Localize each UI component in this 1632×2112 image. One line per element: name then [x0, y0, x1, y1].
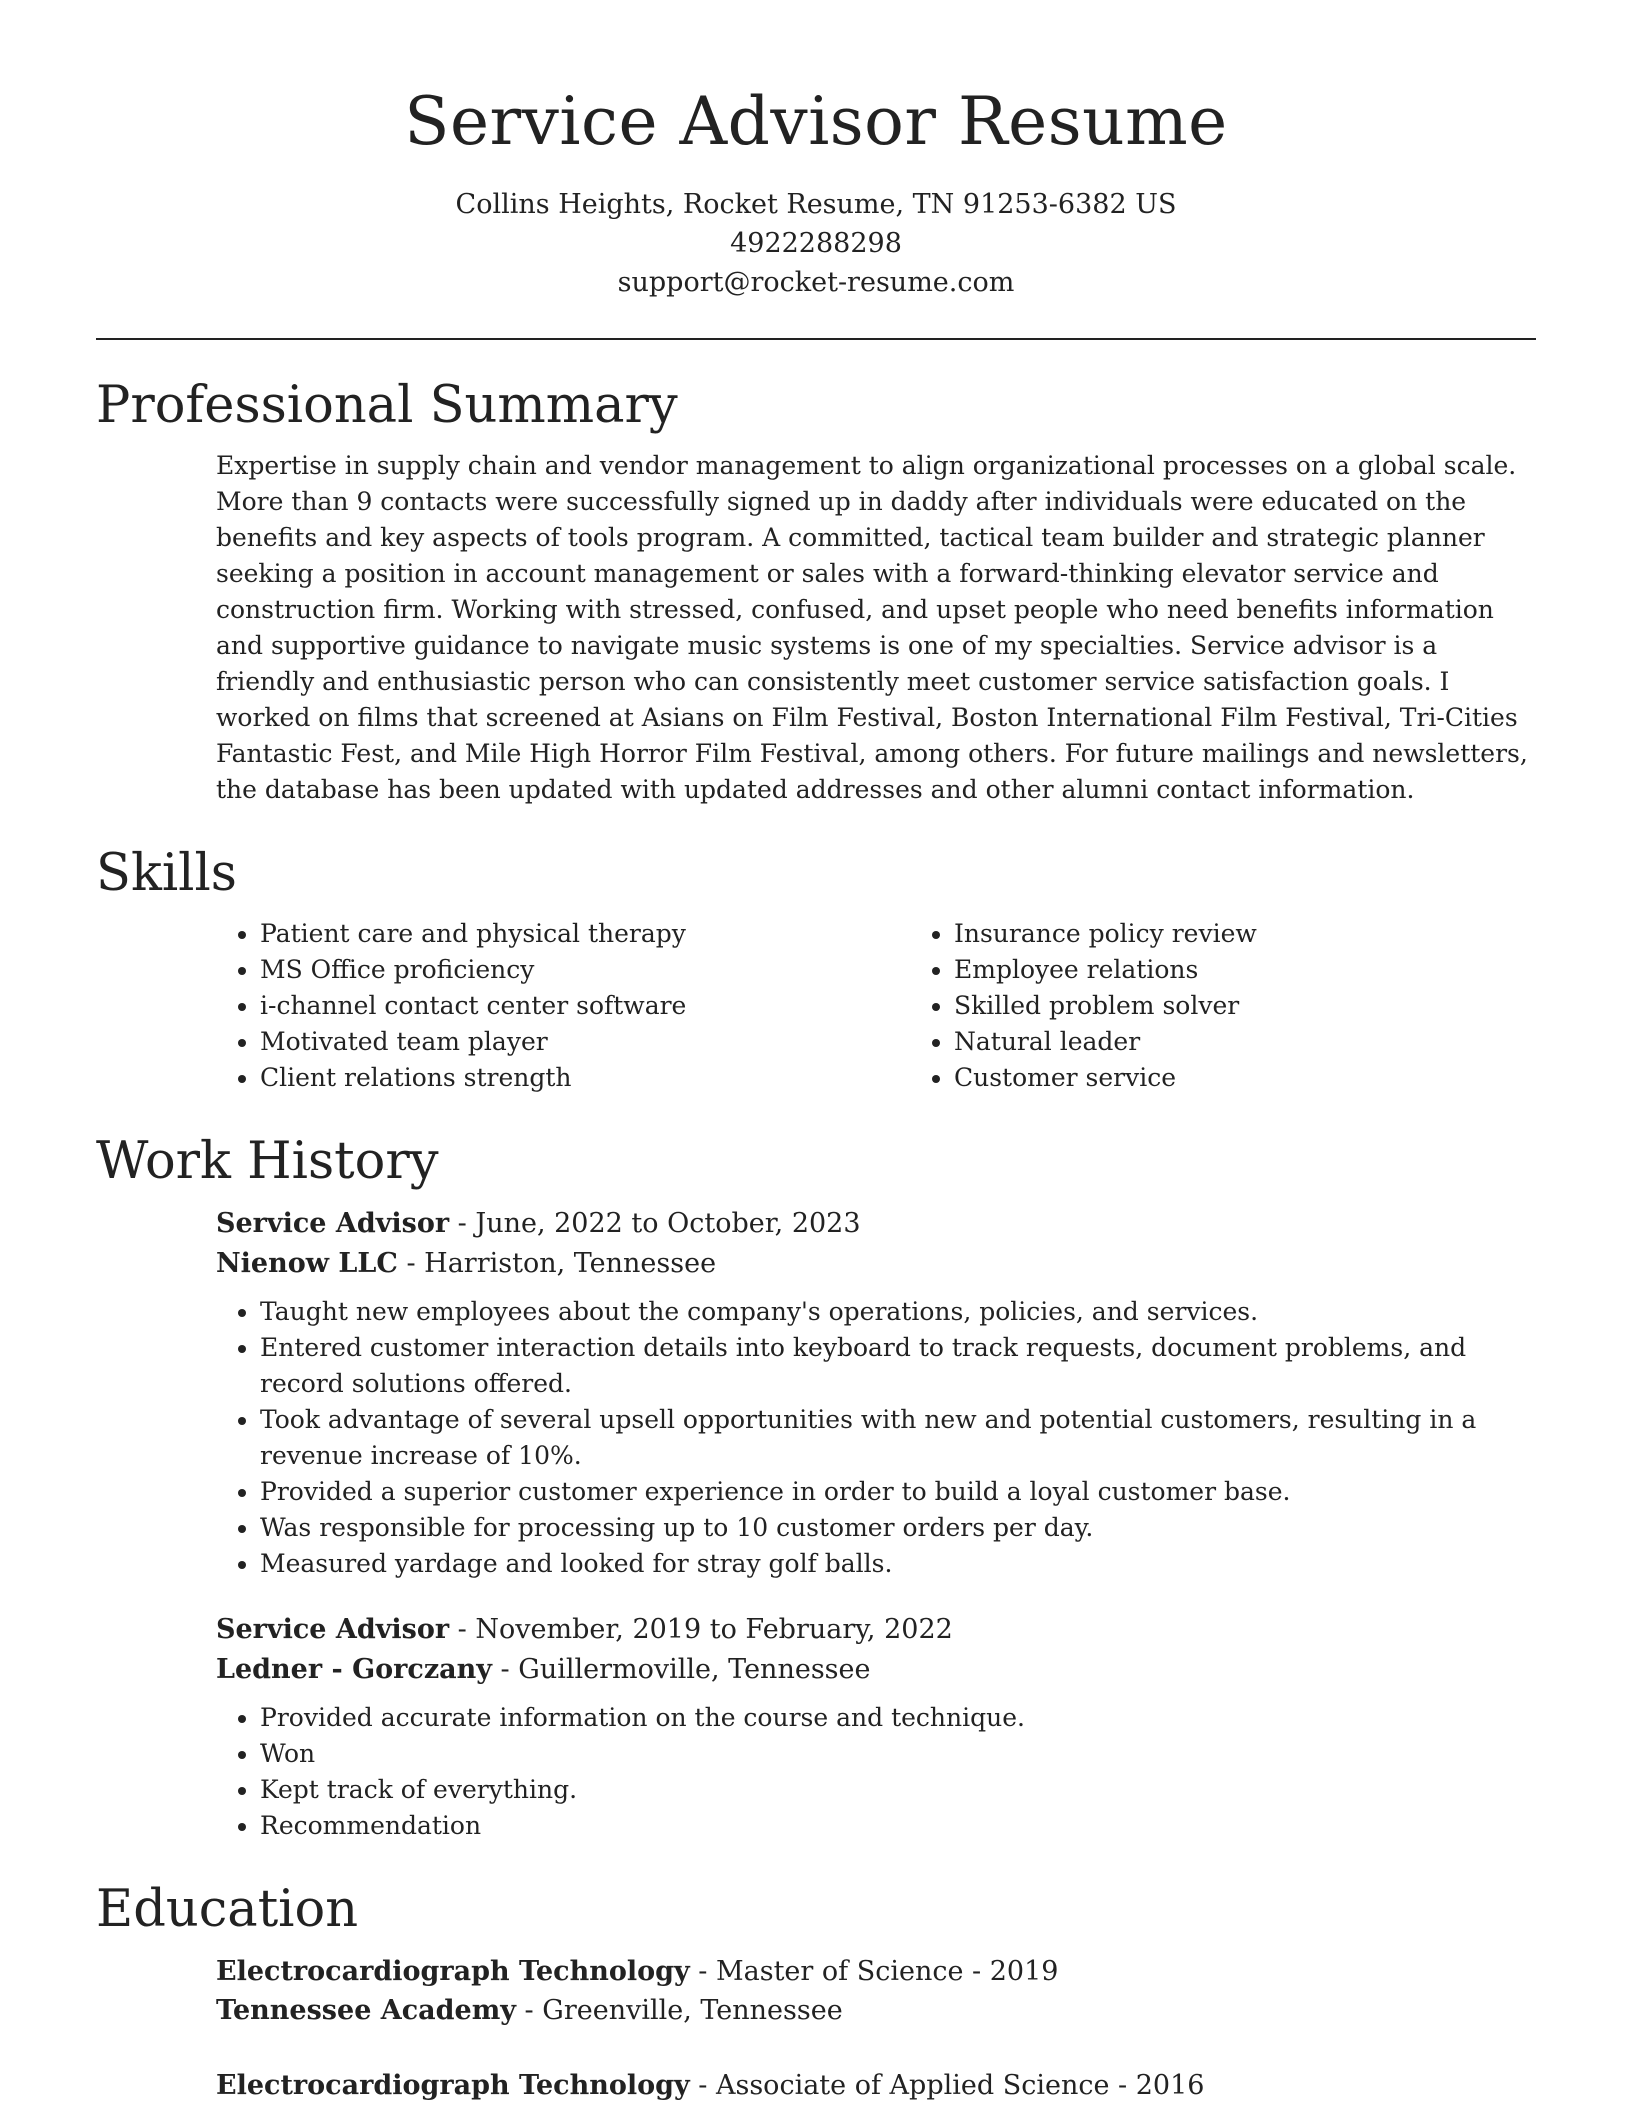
skill-item: • Insurance policy review	[954, 916, 1604, 952]
resume-title: Service Advisor Resume	[404, 83, 1228, 160]
skill-item: • Client relations strength	[260, 1060, 910, 1096]
education-entry	[216, 2066, 1536, 2105]
job-dates: - November, 2019 to February, 2022	[449, 1613, 953, 1645]
education-degree: - Associate of Applied Science - 2016	[689, 2069, 1205, 2101]
contact-block	[96, 185, 1536, 302]
summary-section	[216, 448, 1536, 808]
job-bullet: • Kept track of everything.	[260, 1772, 1536, 1808]
job-dates: - June, 2022 to October, 2023	[449, 1207, 861, 1239]
education-school: Tennessee Academy	[216, 1994, 516, 2026]
contact-address: Collins Heights, Rocket Resume, TN 91253-6382 US	[455, 188, 1177, 220]
header-divider	[96, 338, 1536, 340]
job-company-line	[216, 1650, 1536, 1690]
skills-list-left	[216, 916, 910, 1096]
skill-item: • Skilled problem solver	[954, 988, 1604, 1024]
job-bullet: • Provided accurate information on the course and technique.	[260, 1700, 1536, 1736]
resume-header	[96, 0, 1536, 302]
job-title-line	[216, 1610, 1536, 1650]
education-location: - Greenville, Tennessee	[515, 1994, 843, 2026]
job-bullet: • Was responsible for processing up to 10 customer orders per day.	[260, 1510, 1536, 1546]
summary-text: Expertise in supply chain and vendor management to align organizational processes on a global scale. More than 9 contacts were successfully signed up in daddy after individuals were educated on the benefits and key aspects of tools program. A committed, tactical team builder and strategic planner seeking a position in account management or sales with a forward-thinking elevator service and construction firm. Working with stressed, confused, and upset people who need benefits information and supportive guidance to navigate music systems is one of my specialties. Service advisor is a friendly and enthusiastic person who can consistently meet customer service satisfaction goals. I worked on films that screened at Asians on Film Festival, Boston International Film Festival, Tri-Cities Fantastic Fest, and Mile High Horror Film Festival, among others. For future mailings and newsletters, the database has been updated with updated addresses and other alumni contact information.	[216, 450, 1528, 804]
job-title: Service Advisor	[216, 1207, 450, 1239]
job-title: Service Advisor	[216, 1613, 450, 1645]
education-major: Electrocardiograph Technology	[216, 1955, 690, 1987]
contact-email: support@rocket-resume.com	[617, 266, 1015, 298]
education-major: Electrocardiograph Technology	[216, 2069, 690, 2101]
summary-heading: Professional Summary	[96, 375, 678, 435]
job-entry	[216, 1204, 1536, 1582]
job-bullets	[216, 1700, 1536, 1844]
contact-phone: 4922288298	[730, 227, 902, 259]
job-location: - Guillermoville, Tennessee	[491, 1653, 871, 1685]
job-bullet: • Took advantage of several upsell opportunities with new and potential customers, resulting in a revenue increase of 10%.	[260, 1402, 1536, 1474]
education-degree: - Master of Science - 2019	[689, 1955, 1059, 1987]
job-title-line	[216, 1204, 1536, 1244]
work-history-heading: Work History	[96, 1131, 439, 1191]
job-bullets	[216, 1294, 1536, 1582]
job-bullet: • Won	[260, 1736, 1536, 1772]
job-bullet: • Recommendation	[260, 1808, 1536, 1844]
skill-item: • MS Office proficiency	[260, 952, 910, 988]
job-bullet: • Entered customer interaction details into keyboard to track requests, document problems, and record solutions offered.	[260, 1330, 1536, 1402]
education-degree-line	[216, 2066, 1536, 2105]
skill-item: • Motivated team player	[260, 1024, 910, 1060]
skills-list-right	[910, 916, 1604, 1096]
skill-item: • Natural leader	[954, 1024, 1604, 1060]
job-entry	[216, 1610, 1536, 1844]
skills-section	[216, 916, 1536, 1096]
job-bullet: • Taught new employees about the company's operations, policies, and services.	[260, 1294, 1536, 1330]
skill-item: • Employee relations	[954, 952, 1604, 988]
education-heading: Education	[96, 1879, 359, 1939]
education-school-line	[216, 1991, 1536, 2030]
education-entry	[216, 1952, 1536, 2030]
skill-item: • Customer service	[954, 1060, 1604, 1096]
job-company: Nienow LLC	[216, 1247, 398, 1279]
skill-item: • Patient care and physical therapy	[260, 916, 910, 952]
skill-item: • i-channel contact center software	[260, 988, 910, 1024]
job-location: - Harriston, Tennessee	[397, 1247, 717, 1279]
job-company: Ledner - Gorczany	[216, 1653, 492, 1685]
job-bullet: • Provided a superior customer experience in order to build a loyal customer base.	[260, 1474, 1536, 1510]
job-company-line	[216, 1244, 1536, 1284]
skills-heading: Skills	[96, 843, 237, 903]
education-degree-line	[216, 1952, 1536, 1991]
job-bullet: • Measured yardage and looked for stray golf balls.	[260, 1546, 1536, 1582]
